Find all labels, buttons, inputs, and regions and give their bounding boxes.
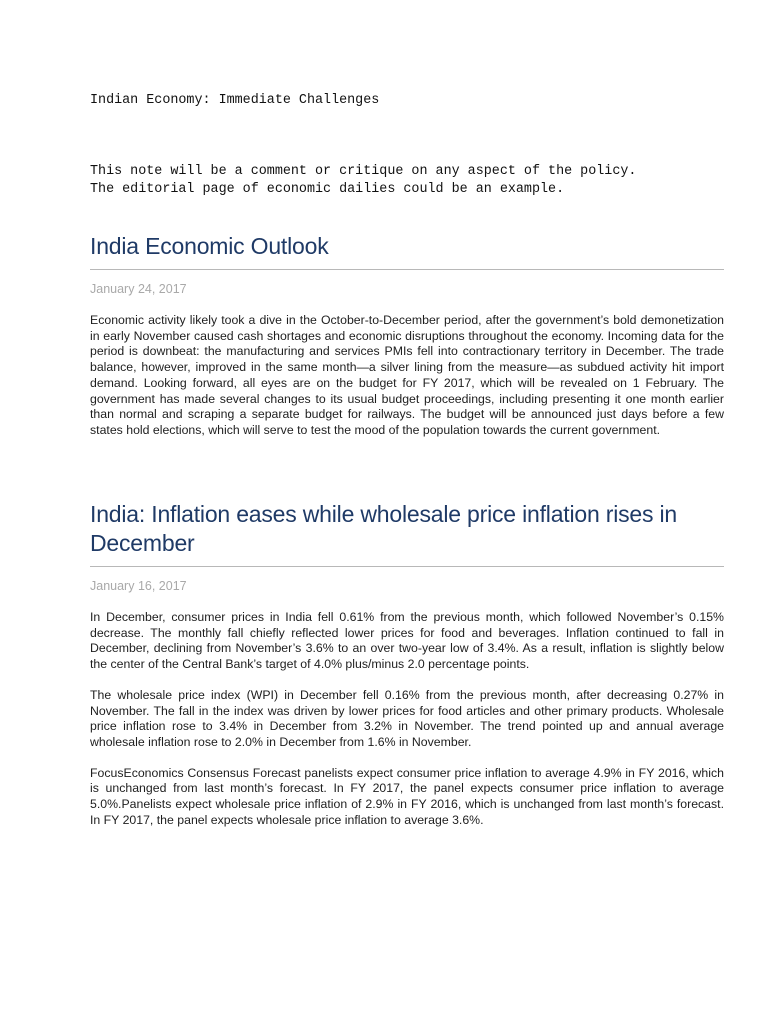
- article-paragraph: Economic activity likely took a dive in the October-to-December period, after the government’s bold demonetization in early November caused cash shortages and economic disruptions throughout the economy. Incoming data for the period is downbeat: the manufacturing and services PMIs fell into contractionary territory in December. The trade balance, however, improved in the same month—a silver lining from the measure—as subdued activity hit import demand. Looking forward, all eyes are on the budget for FY 2017, which will be revealed on 1 February. The government has made several changes to its usual budget proceedings, including presenting it one month earlier than normal and scraping a separate budget for railways. The budget will be announced just days before a few states hold elections, which will serve to test the mood of the population towards the current government.: [90, 313, 724, 437]
- article-india-economic-outlook: [90, 232, 724, 439]
- note-line: The editorial page of economic dailies could be an example.: [90, 182, 565, 197]
- article-headline: India: Inflation eases while wholesale price inflation rises in December: [90, 501, 678, 556]
- article-india-inflation: [90, 500, 724, 828]
- article-paragraph: FocusEconomics Consensus Forecast panelists expect consumer price inflation to average 4.9% in FY 2016, which is unchanged from last month’s forecast. In FY 2017, the panel expects consumer price inflation to average 5.0%.Panelists expect wholesale price inflation of 2.9% in FY 2016, which is unchanged from last month’s forecast. In FY 2017, the panel expects wholesale price inflation to average 3.6%.: [90, 765, 724, 827]
- article-paragraph: The wholesale price index (WPI) in December fell 0.16% from the previous month, after decreasing 0.27% in November. The fall in the index was driven by lower prices for food articles and other primary products. Wholesale price inflation rose to 3.4% in December from 3.2% in November. The trend pointed up and annual average wholesale inflation rose to 2.0% in December from 1.6% in November.: [90, 687, 724, 749]
- document-note: [90, 163, 636, 199]
- headline-divider: [90, 269, 724, 270]
- article-paragraph: In December, consumer prices in India fell 0.61% from the previous month, which followed November’s 0.15% decrease. The monthly fall chiefly reflected lower prices for food and beverages. Inflation continued to fall in December, declining from November’s 3.6% to an over two-year low of 3.4%. As a result, inflation is slightly below the center of the Central Bank’s target of 4.0% plus/minus 2.0 percentage points.: [90, 610, 724, 672]
- article-date: January 24, 2017: [90, 282, 187, 296]
- article-date: January 16, 2017: [90, 579, 187, 593]
- note-line: This note will be a comment or critique on any aspect of the policy.: [90, 164, 637, 179]
- headline-divider: [90, 566, 724, 567]
- document-title: Indian Economy: Immediate Challenges: [90, 93, 380, 108]
- article-headline: India Economic Outlook: [90, 233, 329, 259]
